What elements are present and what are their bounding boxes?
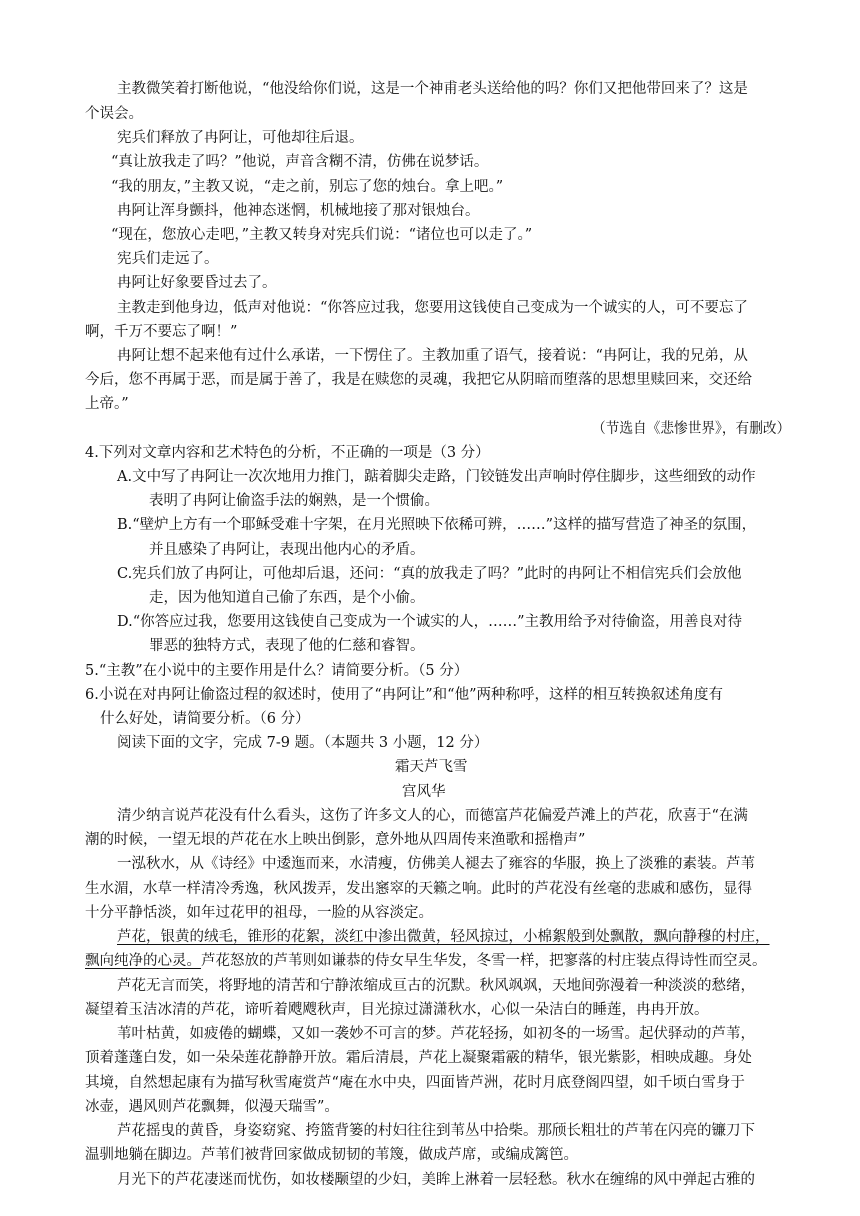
paragraph-line: 其境，自然想起康有为描写秋雪庵赏芦“庵在水中央，四面皆芦洲，花时月底登阁四望，如千顷白雪身于 (85, 1075, 745, 1091)
paragraph-line: 十分平静恬淡，如年过花甲的祖母，一脸的从容淡定。 (85, 905, 433, 921)
question-6-cont: 什么好处，请简要分析。（6 分） (100, 711, 310, 727)
reading-instruction: 阅读下面的文字，完成 7-9 题。（本题共 3 小题，12 分） (117, 735, 489, 751)
paragraph-line (85, 950, 767, 972)
essay-author: 宫风华 (402, 784, 446, 800)
paragraph-line: 今后，您不再属于恶，而是属于善了，我是在赎您的灵魂，我把它从阴暗而堕落的思想里赎回来，交还给 (85, 372, 752, 388)
paragraph-line: 温驯地躺在脚边。芦苇们被背回家做成韧韧的苇篾，做成芦席，或编成篱笆。 (85, 1147, 578, 1163)
paragraph-line: 宪兵们走远了。 (117, 251, 219, 267)
paragraph-line: 冰壶，遇风则芦花飘舞，似漫天瑞雪”。 (85, 1099, 339, 1115)
paragraph-line: 芦花摇曳的黄昏，身姿窈窕、挎篮背篓的村妇往往到苇丛中拾柴。那颀长粗壮的芦苇在闪亮的镰刀下 (117, 1123, 755, 1139)
paragraph-line: 顶着蓬蓬白发，如一朵朵莲花静静开放。霜后清晨，芦花上凝聚霜霰的精华，银光紫影，相映成趣。身处 (85, 1050, 752, 1066)
paragraph-line: 主教微笑着打断他说，“他没给你们说，这是一个神甫老头送给他的吗？你们又把他带回来了？这是 (117, 81, 748, 97)
option-b-cont: 并且感染了冉阿让，表现出他内心的矛盾。 (149, 542, 425, 558)
paragraph-line: “我的朋友，”主教又说，“走之前，别忘了您的烛台。拿上吧。” (111, 179, 504, 195)
source-note: （节选自《悲惨世界》，有删改） (592, 421, 791, 437)
paragraph-line: 凝望着玉洁冰清的芦花，谛听着飕飕秋声，目光掠过潇潇秋水，心似一朵洁白的睡莲，冉冉开放。 (85, 1002, 709, 1018)
question-6: 6.小说在对冉阿让偷盗过程的叙述时，使用了“冉阿让”和“他”两种称呼，这样的相互转换叙述角度有 (85, 687, 723, 703)
option-c-cont: 走，因为他知道自己偷了东西，是个小偷。 (149, 590, 425, 606)
paragraph-line: 芦花无言而笑，将野地的清苦和宁静浓缩成亘古的沉默。秋风飒飒，天地间弥漫着一种淡淡的愁绪， (117, 978, 755, 994)
underlined-sentence: 芦花，银黄的绒毛，锥形的花絮，淡红中渗出微黄，轻风掠过，小棉絮般到处飘散，飘向静穆的村庄， (117, 929, 770, 945)
option-d-cont: 罪恶的独特方式，表现了他的仁慈和睿智。 (149, 638, 425, 654)
paragraph-line: 冉阿让浑身颤抖，他神态迷惘，机械地接了那对银烛台。 (117, 203, 480, 219)
paragraph-line: 冉阿让好象要昏过去了。 (117, 275, 277, 291)
paragraph-line: 苇叶枯黄，如疲倦的蝴蝶，又如一袭妙不可言的梦。芦花轻扬，如初冬的一场雪。起伏驿动的芦苇， (117, 1026, 755, 1042)
option-a-cont: 表明了冉阿让偷盗手法的娴熟，是一个惯偷。 (149, 493, 439, 509)
paragraph-line: 宪兵们释放了冉阿让，可他却往后退。 (117, 130, 364, 146)
paragraph-line: 清少纳言说芦花没有什么看头，这伤了许多文人的心，而德富芦花偏爱芦滩上的芦花，欣喜于“在满 (117, 808, 748, 824)
paragraph-line: 一泓秋水，从《诗经》中逶迤而来，水清瘦，仿佛美人褪去了雍容的华服，换上了淡雅的素装。芦苇 (117, 856, 755, 872)
option-c: C.宪兵们放了冉阿让，可他却后退，还问：“真的放我走了吗？”此时的冉阿让不相信宪兵们会放他 (117, 566, 742, 582)
option-b: B.“壁炉上方有一个耶稣受难十字架，在月光照映下依稀可辨，……”这样的描写营造了神圣的氛围， (117, 517, 757, 533)
paragraph-line: 月光下的芦花凄迷而忧伤，如妆楼颙望的少妇，美眸上淋着一层轻愁。秋水在缠绵的风中弹起古雅的 (117, 1172, 755, 1188)
paragraph-line: “现在，您放心走吧，”主教又转身对宪兵们说：“诸位也可以走了。” (111, 227, 533, 243)
paragraph-line: “真让放我走了吗？”他说，声音含糊不清，仿佛在说梦话。 (111, 154, 489, 170)
paragraph-line: 啊，千万不要忘了啊！” (85, 324, 238, 340)
option-a: A.文中写了冉阿让一次次地用力推门，踮着脚尖走路，门铰链发出声响时停住脚步，这些细致的动作 (117, 469, 756, 485)
question-4-stem: 4.下列对文章内容和艺术特色的分析，不正确的一项是（3 分） (85, 445, 490, 461)
paragraph-line: 生水湄，水草一样清冷秀逸，秋风拨弄，发出窸窣的天籁之响。此时的芦花没有丝毫的悲戚和感伤，显得 (85, 881, 752, 897)
underlined-sentence: 飘向纯净的心灵。 (85, 953, 201, 969)
paragraph-line: 上帝。” (85, 396, 129, 412)
paragraph-line: 个误会。 (85, 106, 143, 122)
essay-title: 霜天芦飞雪 (395, 759, 468, 775)
option-d: D.“你答应过我，您要用这钱使自己变成为一个诚实的人，……”主教用给予对待偷盗，用善良对待 (117, 614, 743, 630)
question-5: 5.“主教”在小说中的主要作用是什么？请简要分析。（5 分） (85, 663, 469, 679)
paragraph-line: 冉阿让想不起来他有过什么承诺，一下愣住了。主教加重了语气，接着说：“冉阿让，我的兄弟，从 (117, 348, 748, 364)
paragraph-line: 潮的时候，一望无垠的芦花在水上映出倒影，意外地从四周传来渔歌和摇橹声” (85, 832, 586, 848)
paragraph-line: 主教走到他身边，低声对他说：“你答应过我，您要用这钱使自己变成为一个诚实的人，可不要忘了 (117, 300, 748, 316)
paragraph-text: 芦花怒放的芦苇则如谦恭的侍女早生华发，冬雪一样，把寥落的村庄装点得诗性而空灵。 (201, 953, 767, 969)
